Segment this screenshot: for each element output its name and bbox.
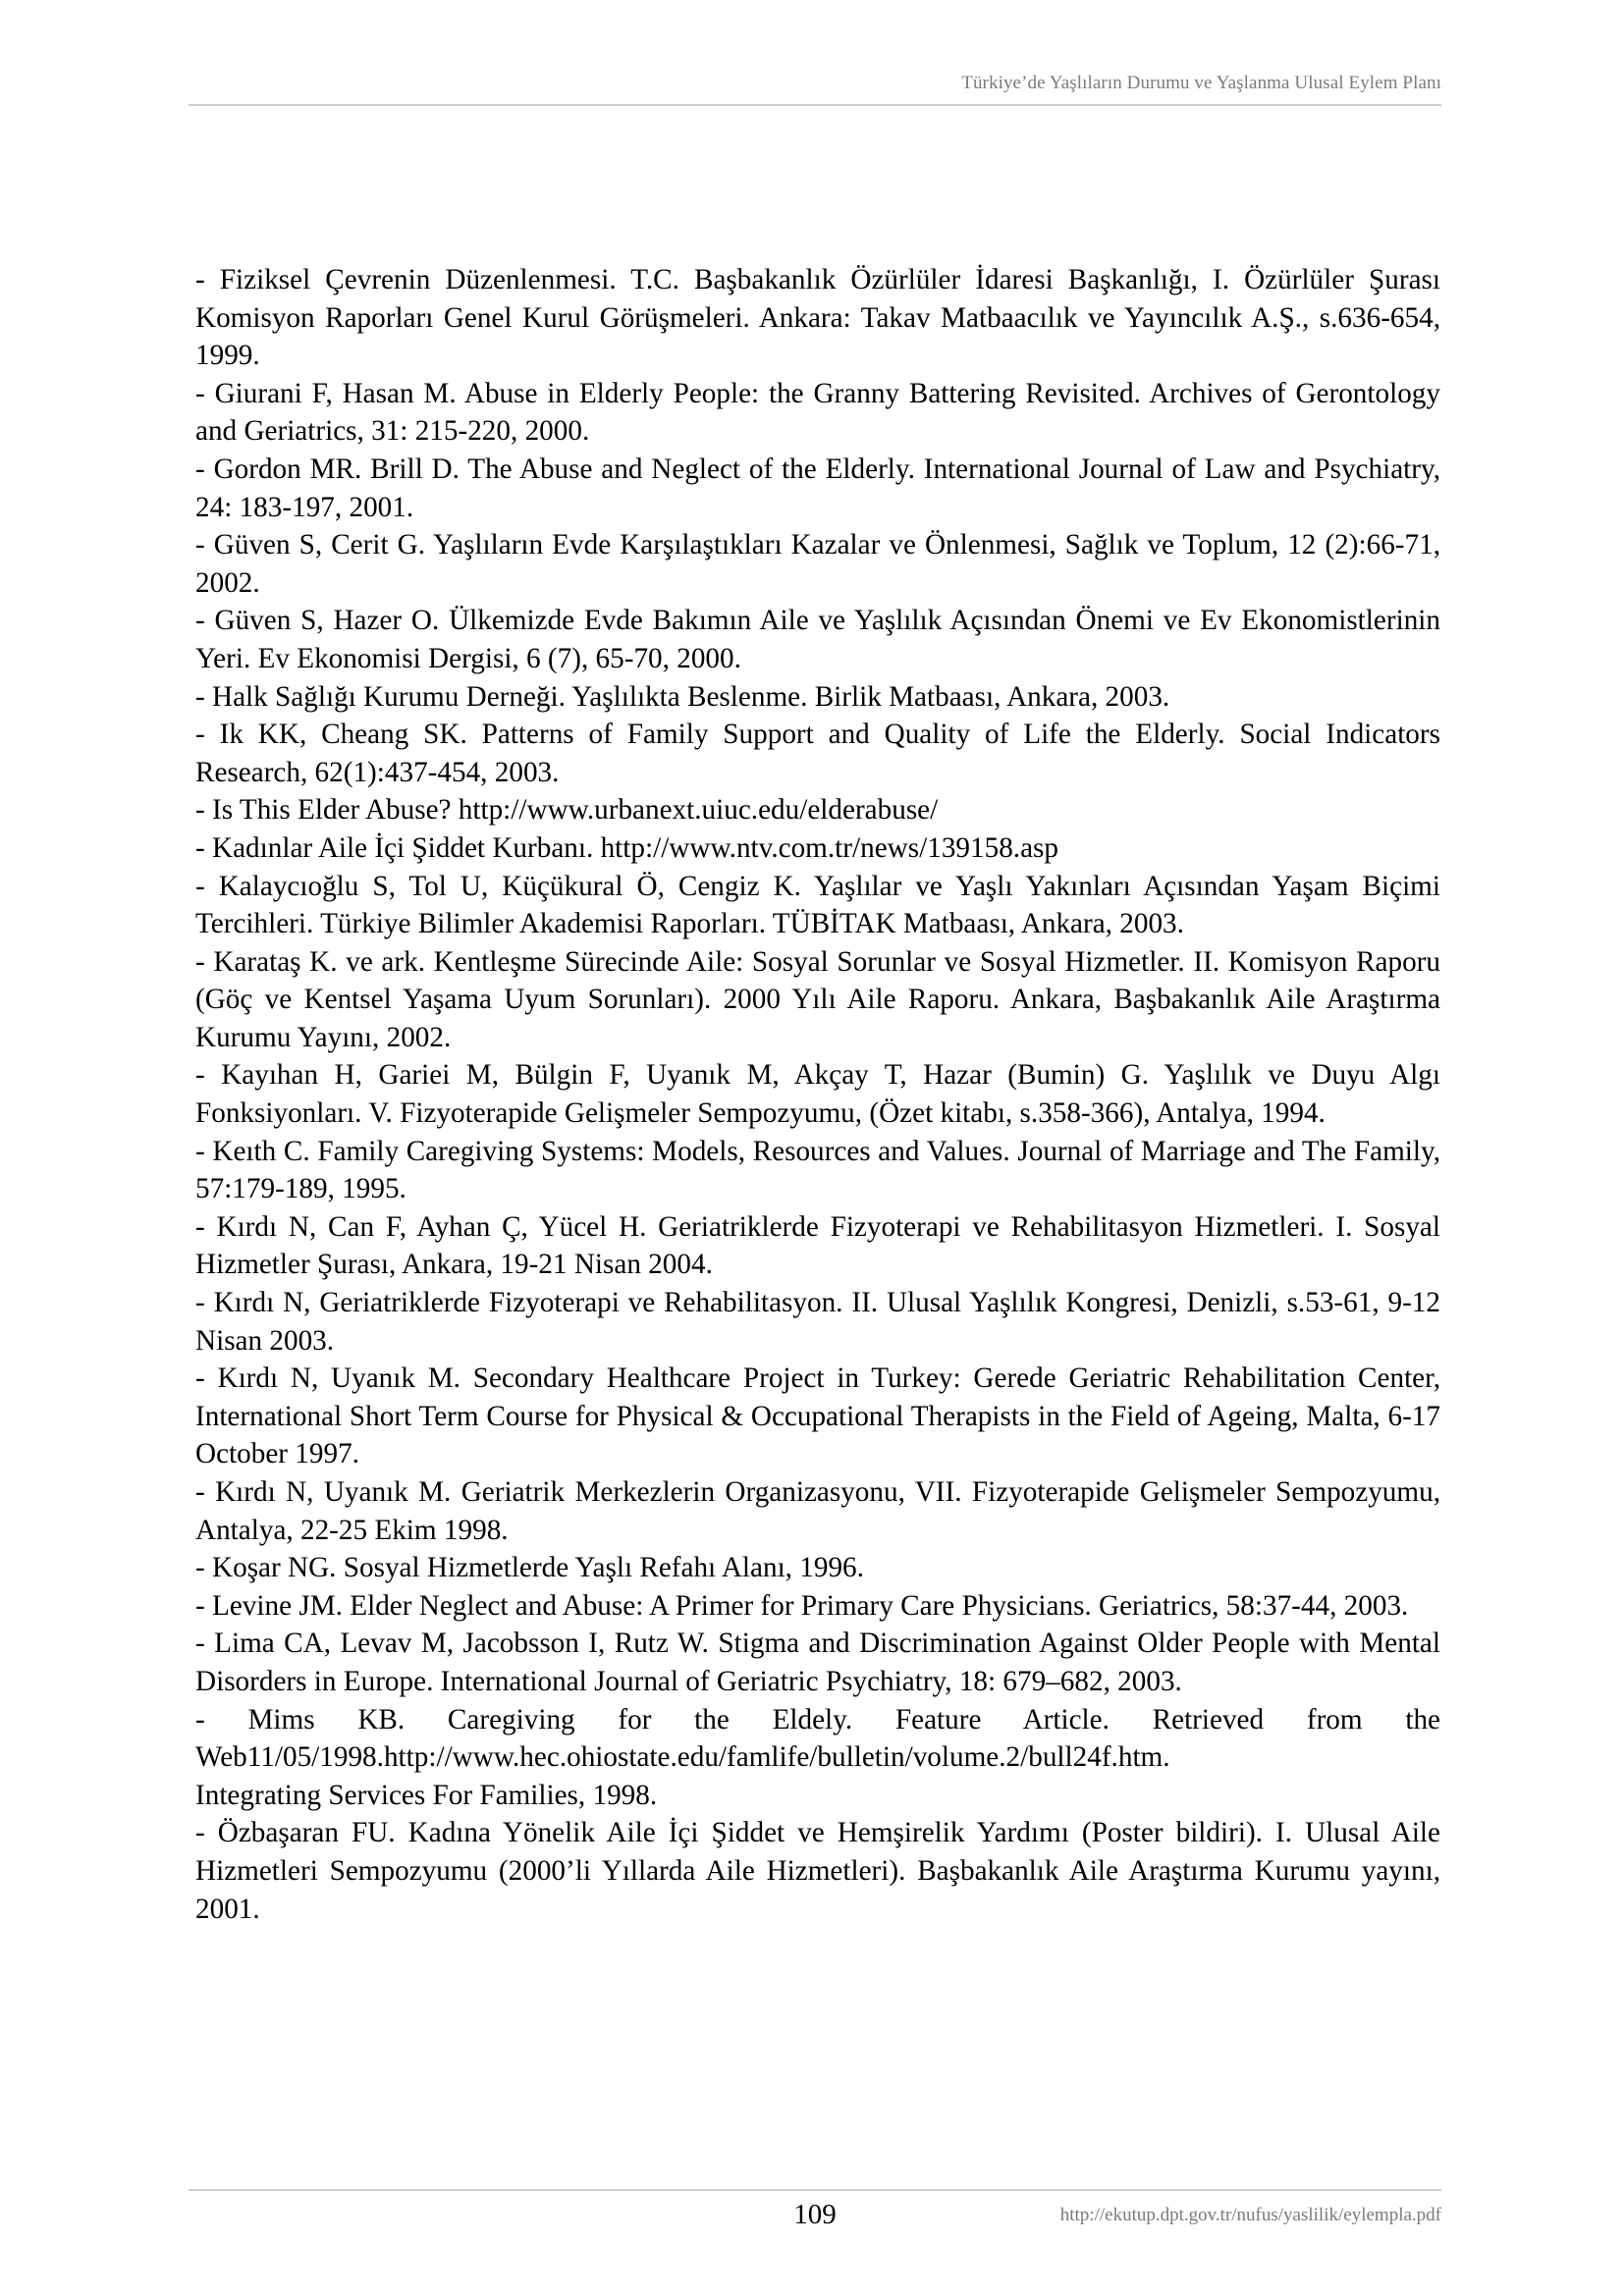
reference-item: - Kırdı N, Can F, Ayhan Ç, Yücel H. Geriatriklerde Fizyoterapi ve Rehabilitasyon Hizmetleri. I. Sosyal Hizmetler Şurası, Ankara, 19-21 Nisan 2004. [195, 1210, 1440, 1281]
header-divider [189, 104, 1441, 106]
reference-item: - Özbaşaran FU. Kadına Yönelik Aile İçi Şiddet ve Hemşirelik Yardımı (Poster bildiri). I. Ulusal Aile Hizmetleri Sempozyumu (2000’li Yıllarda Aile Hizmetleri). Başbakanlık Aile Araştırma Kurumu yayını, 2001. [195, 1817, 1440, 1925]
reference-item: - Koşar NG. Sosyal Hizmetlerde Yaşlı Refahı Alanı, 1996. [195, 1552, 864, 1584]
reference-item: - Mims KB. Caregiving for the Eldely. Feature Article. Retrieved from the Web11/05/1998.http://www.hec.ohiostate.edu/famlife/bulletin/volume.2/bull24f.htm. [195, 1703, 1440, 1774]
reference-item: - Lima CA, Levav M, Jacobsson I, Rutz W. Stigma and Discrimination Against Older People with Mental Disorders in Europe. International Journal of Geriatric Psychiatry, 18: 679–682, 2003. [195, 1628, 1440, 1697]
reference-item: - Halk Sağlığı Kurumu Derneği. Yaşlılıkta Beslenme. Birlik Matbaası, Ankara, 2003. [195, 680, 1170, 713]
reference-item: - Karataş K. ve ark. Kentleşme Sürecinde Aile: Sosyal Sorunlar ve Sosyal Hizmetler. II. Komisyon Raporu (Göç ve Kentsel Yaşama Uyum Sorunları). 2000 Yılı Aile Raporu. Ankara, Başbakanlık Aile Araştırma Kurumu Yayını, 2002. [195, 945, 1440, 1053]
reference-item: - Giurani F, Hasan M. Abuse in Elderly People: the Granny Battering Revisited. Archives of Gerontology and Geriatrics, 31: 215-220, 2000. [195, 377, 1440, 448]
reference-list [195, 261, 1440, 1928]
reference-item: - Kırdı N, Geriatriklerde Fizyoterapi ve Rehabilitasyon. II. Ulusal Yaşlılık Kongresi, Denizli, s.53-61, 9-12 Nisan 2003. [195, 1287, 1440, 1357]
reference-item: - Kadınlar Aile İçi Şiddet Kurbanı. http://www.ntv.com.tr/news/139158.asp [195, 831, 1058, 864]
footer-source-url: http://ekutup.dpt.gov.tr/nufus/yaslilik/eylempla.pdf [1059, 2205, 1441, 2225]
reference-item: - Kalaycıoğlu S, Tol U, Küçükural Ö, Cengiz K. Yaşlılar ve Yaşlı Yakınları Açısından Yaşam Biçimi Tercihleri. Türkiye Bilimler Akademisi Raporları. TÜBİTAK Matbaası, Ankara, 2003. [195, 870, 1440, 940]
page-number: 109 [793, 2199, 837, 2230]
reference-item: - Kırdı N, Uyanık M. Geriatrik Merkezlerin Organizasyonu, VII. Fizyoterapide Gelişmeler Sempozyumu, Antalya, 22-25 Ekim 1998. [195, 1476, 1440, 1546]
reference-item: - Is This Elder Abuse? http://www.urbanext.uiuc.edu/elderabuse/ [195, 794, 939, 827]
running-header-title: Türkiye’de Yaşlıların Durumu ve Yaşlanma Ulusal Eylem Planı [961, 73, 1441, 93]
reference-item: - Güven S, Hazer O. Ülkemizde Evde Bakımın Aile ve Yaşlılık Açısından Önemi ve Ev Ekonomistlerinin Yeri. Ev Ekonomisi Dergisi, 6 (7), 65-70, 2000. [195, 605, 1440, 674]
reference-item-continuation: Integrating Services For Families, 1998. [195, 1779, 658, 1811]
reference-item: - Fiziksel Çevrenin Düzenlenmesi. T.C. Başbakanlık Özürlüler İdaresi Başkanlığı, I. Özürlüler Şurası Komisyon Raporları Genel Kurul Görüşmeleri. Ankara: Takav Matbaacılık ve Yayıncılık A.Ş., s.636-654, 1999. [195, 264, 1440, 372]
reference-item: - Kırdı N, Uyanık M. Secondary Healthcare Project in Turkey: Gerede Geriatric Rehabilitation Center, International Short Term Course for Physical & Occupational Therapists in the Field of Ageing, Malta, 6-17 October 1997. [195, 1362, 1440, 1470]
reference-item: - Gordon MR. Brill D. The Abuse and Neglect of the Elderly. International Journal of Law and Psychiatry, 24: 183-197, 2001. [195, 453, 1440, 523]
reference-item: - Ik KK, Cheang SK. Patterns of Family Support and Quality of Life the Elderly. Social Indicators Research, 62(1):437-454, 2003. [195, 719, 1440, 788]
reference-item: - Keıth C. Family Caregiving Systems: Models, Resources and Values. Journal of Marriage and The Family, 57:179-189, 1995. [195, 1135, 1440, 1205]
reference-item: - Güven S, Cerit G. Yaşlıların Evde Karşılaştıkları Kazalar ve Önlenmesi, Sağlık ve Toplum, 12 (2):66-71, 2002. [195, 529, 1440, 599]
reference-item: - Kayıhan H, Gariei M, Bülgin F, Uyanık M, Akçay T, Hazar (Bumin) G. Yaşlılık ve Duyu Algı Fonksiyonları. V. Fizyoterapide Gelişmeler Sempozyumu, (Özet kitabı, s.358-366), Antalya, 1994. [195, 1059, 1440, 1130]
reference-item: - Levine JM. Elder Neglect and Abuse: A Primer for Primary Care Physicians. Geriatrics, 58:37-44, 2003. [195, 1589, 1409, 1622]
footer-divider [189, 2189, 1441, 2191]
